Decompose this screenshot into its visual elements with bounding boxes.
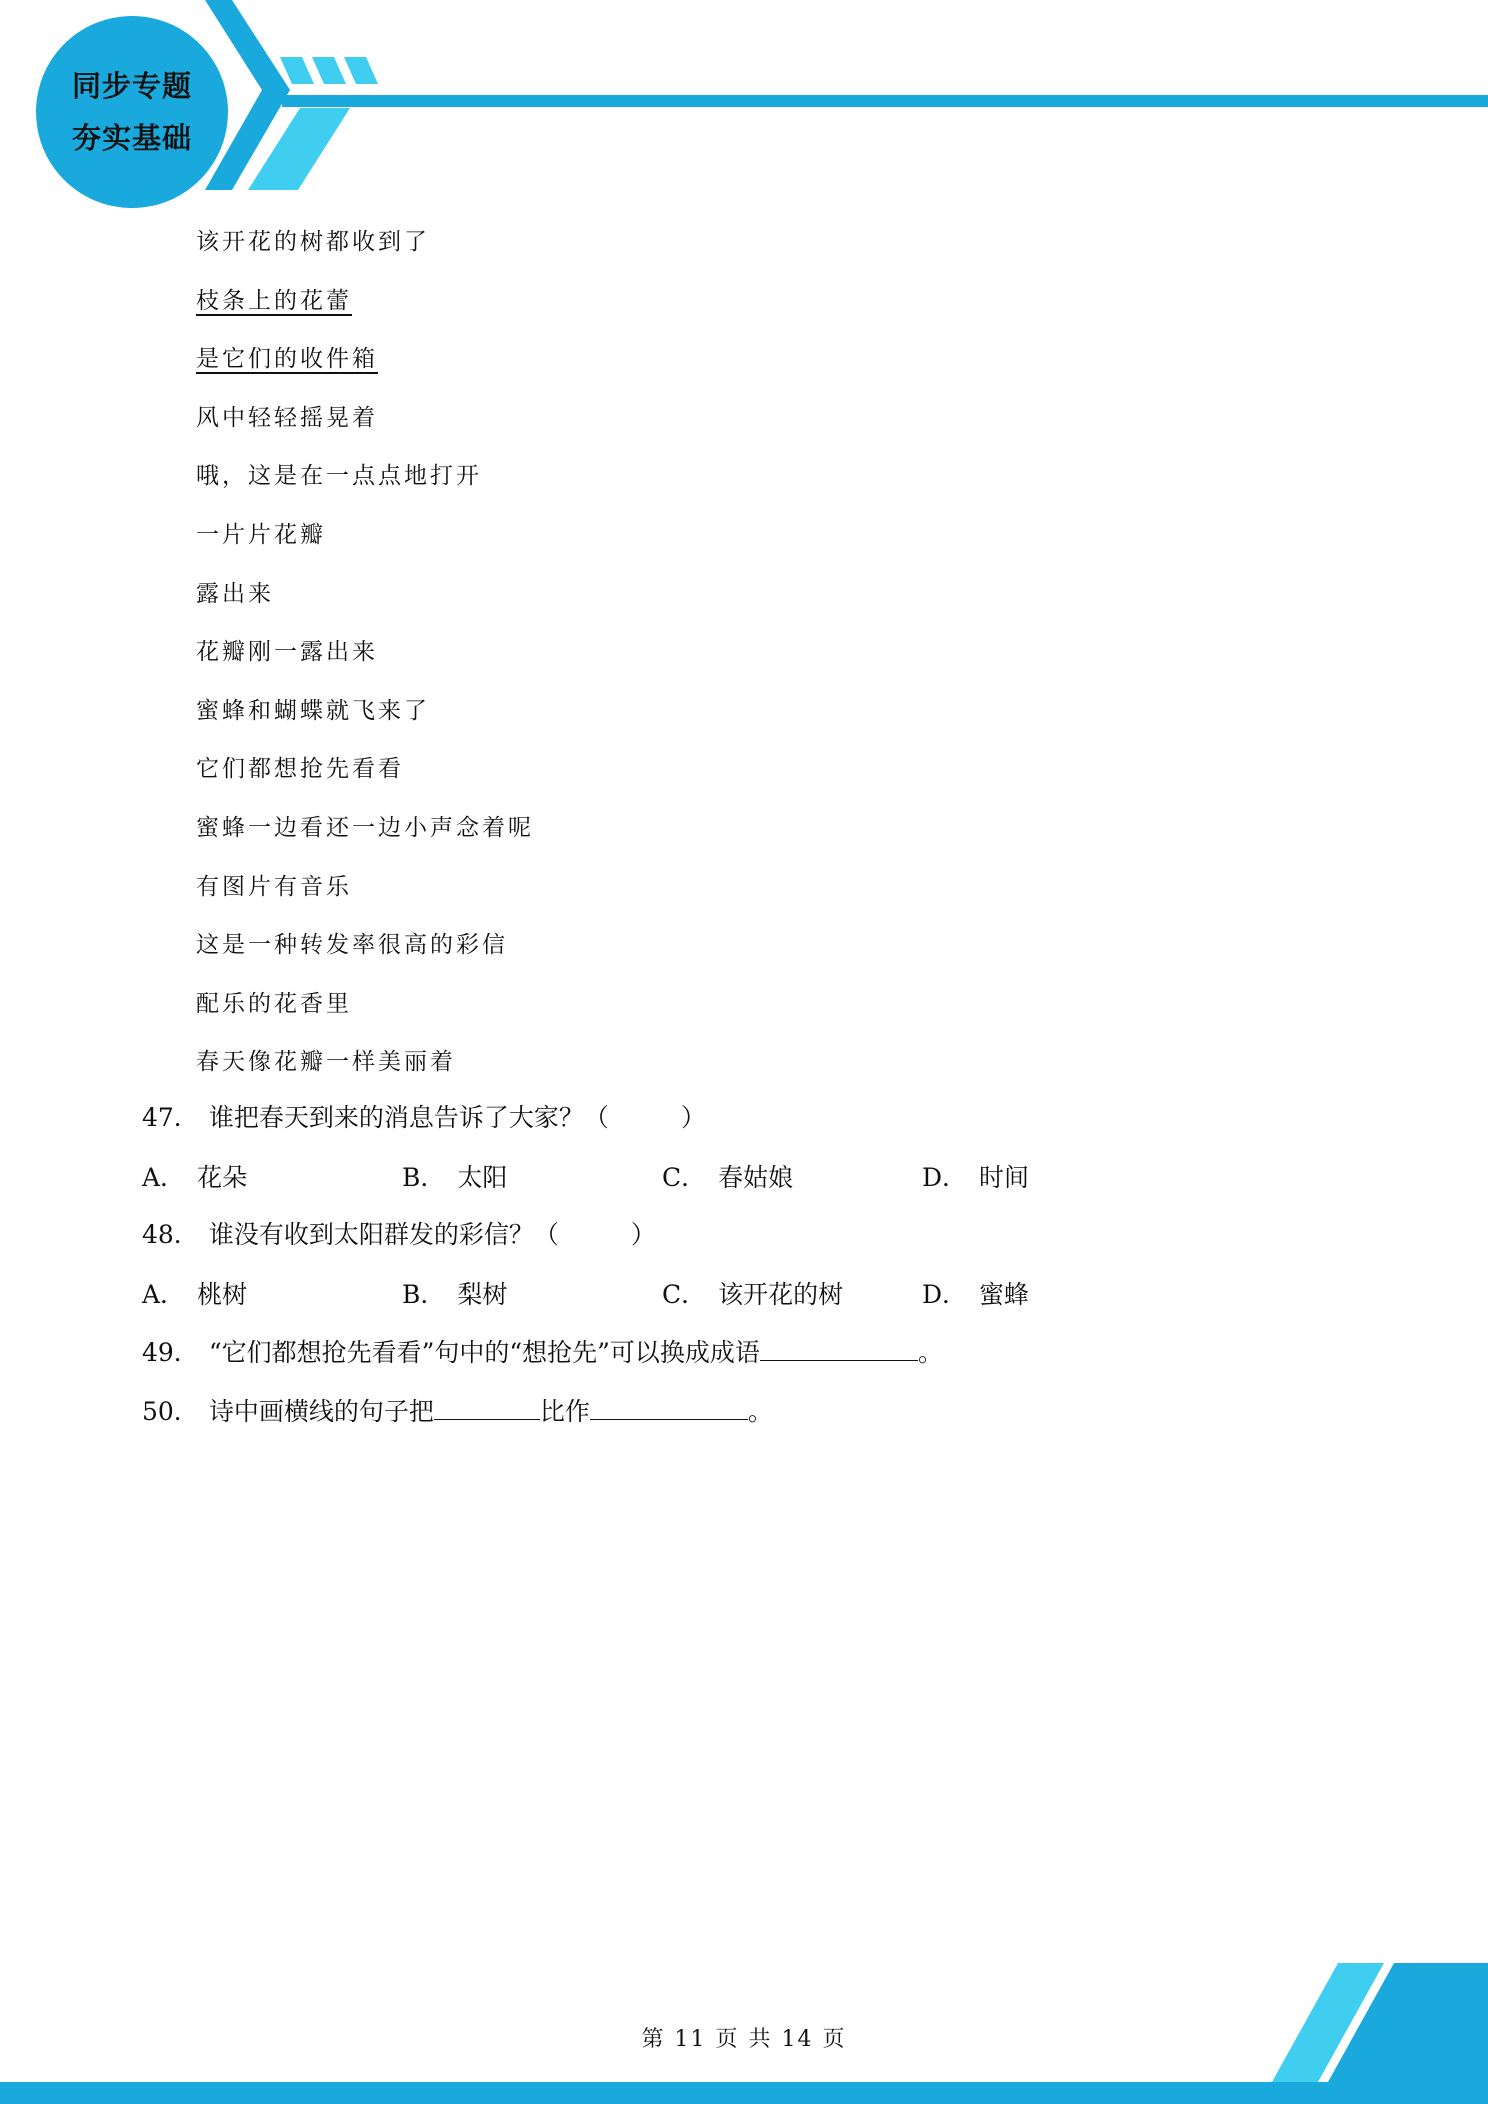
- poem-line: 配乐的花香里: [196, 990, 352, 1017]
- question-49: 49． “它们都想抢先看看”句中的“想抢先”可以换成成语 。: [142, 1333, 943, 1373]
- header-badge: [36, 16, 228, 208]
- question-47: 47． 谁把春天到来的消息告诉了大家？（ ）: [142, 1103, 706, 1132]
- option-48-a[interactable]: A． 桃树: [142, 1280, 248, 1309]
- poem-line: 有图片有音乐: [196, 873, 352, 900]
- question-50: 50． 诗中画横线的句子把 比作 。: [142, 1392, 773, 1432]
- question-48: 48． 谁没有收到太阳群发的彩信？（ ）: [142, 1220, 656, 1249]
- poem-line: 它们都想抢先看看: [196, 756, 404, 783]
- option-48-d[interactable]: D． 蜜蜂: [922, 1280, 1030, 1309]
- poem-line-underlined: 枝条上的花蕾: [196, 287, 352, 314]
- poem-line: 这是一种转发率很高的彩信: [196, 932, 508, 959]
- option-48-b[interactable]: B． 梨树: [402, 1280, 508, 1309]
- answer-blank-49[interactable]: [760, 1334, 918, 1361]
- poem-line: 花瓣刚一露出来: [196, 639, 378, 666]
- answer-blank-50-b[interactable]: [590, 1393, 748, 1420]
- page-number: 第 11 页 共 14 页: [641, 2027, 847, 2052]
- option-47-a[interactable]: A． 花朵: [142, 1163, 248, 1192]
- answer-blank-50-a[interactable]: [434, 1393, 540, 1420]
- poem-line: 春天像花瓣一样美丽着: [196, 1049, 456, 1076]
- poem-line: 哦，这是在一点点地打开: [196, 463, 482, 490]
- option-47-d[interactable]: D． 时间: [922, 1163, 1030, 1192]
- option-48-c[interactable]: C． 该开花的树: [662, 1280, 844, 1309]
- poem-line: 露出来: [196, 580, 274, 607]
- option-47-c[interactable]: C． 春姑娘: [662, 1163, 794, 1192]
- poem-line: 一片片花瓣: [196, 521, 326, 548]
- badge-line-2: 夯实基础: [71, 121, 192, 155]
- poem-line: 风中轻轻摇晃着: [196, 404, 378, 431]
- poem-line: 该开花的树都收到了: [196, 229, 430, 255]
- poem-line-underlined: 是它们的收件箱: [196, 346, 378, 373]
- poem-line: 蜜蜂一边看还一边小声念着呢: [196, 814, 534, 841]
- option-47-b[interactable]: B． 太阳: [402, 1163, 508, 1192]
- poem-line: 蜜蜂和蝴蝶就飞来了: [196, 697, 430, 724]
- poem: [196, 222, 534, 1101]
- badge-line-1: 同步专题: [71, 69, 192, 103]
